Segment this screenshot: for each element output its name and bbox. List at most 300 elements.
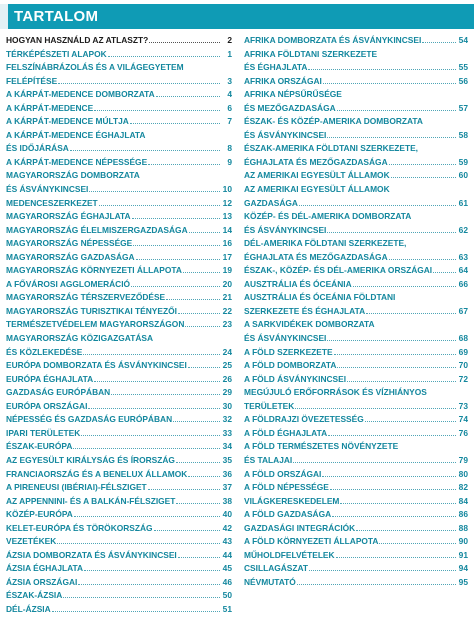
toc-entry[interactable] — [6, 224, 232, 238]
toc-entry[interactable] — [6, 400, 232, 414]
toc-leader-dots — [327, 225, 456, 233]
toc-entry[interactable] — [6, 251, 232, 265]
toc-entry-page: 29 — [222, 387, 232, 398]
toc-entry-title: GAZDASÁGA — [244, 197, 298, 208]
toc-leader-dots — [178, 306, 220, 314]
toc-entry[interactable] — [6, 102, 232, 116]
toc-leader-dots — [166, 292, 220, 300]
toc-entry-page: 8 — [227, 143, 232, 154]
toc-entry-page: 55 — [458, 62, 468, 73]
toc-entry-title: FELSZÍNÁBRÁZOLÁS ÉS A VILÁGEGYETEM — [6, 62, 184, 73]
toc-entry-page: 84 — [458, 495, 468, 506]
toc-entry[interactable] — [244, 318, 468, 332]
toc-entry-page: 13 — [222, 211, 232, 222]
toc-entry-page: 32 — [222, 414, 232, 425]
toc-entry[interactable] — [6, 603, 232, 617]
toc-entry-title: A FÖLD KÖRNYEZETI ÁLLAPOTA — [244, 536, 379, 547]
toc-entry-page: 4 — [227, 89, 232, 100]
toc-leader-dots — [336, 550, 456, 558]
toc-leader-dots — [89, 184, 220, 192]
toc-entry[interactable] — [6, 34, 232, 48]
toc-entry-title: MAGYARORSZÁG ÉGHAJLATA — [6, 211, 131, 222]
toc-entry-title: A SARKVIDÉKEK DOMBORZATA — [244, 319, 375, 330]
toc-entry-title: GAZDASÁGI INTEGRÁCIÓK — [244, 522, 356, 533]
toc-entry-title: ÉSZAK-, KÖZÉP- ÉS DÉL-AMERIKA ORSZÁGAI — [244, 265, 433, 276]
toc-entry-title: TERÜLETEK — [244, 400, 295, 411]
toc-entry-page: 88 — [458, 522, 468, 533]
toc-entry-page: 10 — [222, 184, 232, 195]
toc-leader-dots — [327, 130, 456, 138]
toc-leader-dots — [293, 455, 456, 463]
toc-entry-page: 57 — [458, 102, 468, 113]
toc-leader-dots — [295, 401, 456, 409]
toc-entry[interactable] — [6, 75, 232, 89]
toc-entry-title: GAZDASÁG EURÓPÁBAN — [6, 387, 111, 398]
toc-entry-page: 7 — [227, 116, 232, 127]
toc-entry[interactable] — [244, 224, 468, 238]
toc-entry-title: ÁZSIA DOMBORZATA ÉS ÁSVÁNYKINCSEI — [6, 549, 177, 560]
toc-entry-page: 6 — [227, 102, 232, 113]
toc-leader-dots — [130, 116, 220, 124]
toc-leader-dots — [154, 523, 220, 531]
toc-entry-title: ÉS ÁSVÁNYKINCSEI — [244, 129, 327, 140]
toc-entry-title: ÉS ÁSVÁNYKINCSEI — [244, 333, 327, 344]
toc-entry-page: 35 — [222, 454, 232, 465]
toc-leader-dots — [328, 428, 456, 436]
toc-entry-title: TERMÉSZETVÉDELEM MAGYARORSZÁGON — [6, 319, 185, 330]
toc-entry-page: 73 — [458, 400, 468, 411]
toc-entry-page: 37 — [222, 482, 232, 493]
toc-entry[interactable] — [6, 156, 232, 170]
toc-entry-page: 69 — [458, 346, 468, 357]
toc-entry-page: 26 — [222, 373, 232, 384]
toc-entry-title: DÉL-ÁZSIA — [6, 603, 51, 614]
toc-entry-title: A FŐVÁROSI AGGLOMERÁCIÓ — [6, 278, 131, 289]
toc-entry-page: 42 — [222, 522, 232, 533]
toc-entry-page: 74 — [458, 414, 468, 425]
toc-entry[interactable] — [6, 468, 232, 482]
toc-entry[interactable] — [6, 440, 232, 454]
toc-leader-dots — [94, 374, 220, 382]
toc-entry[interactable] — [6, 48, 232, 62]
toc-entry[interactable] — [6, 332, 232, 346]
toc-leader-dots — [422, 35, 456, 43]
toc-leader-dots — [83, 347, 220, 355]
toc-entry-page: 94 — [458, 563, 468, 574]
toc-entry[interactable] — [6, 386, 232, 400]
toc-entry-title: VEZETÉKEK — [6, 536, 57, 547]
toc-entry-title: AZ AMERIKAI EGYESÜLT ÁLLAMOK — [244, 170, 390, 181]
toc-entry[interactable] — [6, 264, 232, 278]
toc-leader-dots — [73, 441, 220, 449]
toc-entry-title: MAGYARORSZÁG GAZDASÁGA — [6, 251, 135, 262]
toc-entry-page: 80 — [458, 468, 468, 479]
toc-entry[interactable] — [244, 34, 468, 48]
toc-entry[interactable] — [244, 197, 468, 211]
toc-leader-dots — [309, 563, 456, 571]
toc-entry-page: 21 — [222, 292, 232, 303]
toc-entry[interactable] — [244, 61, 468, 75]
toc-entry-title: KELET-EURÓPA ÉS TÖRÖKORSZÁG — [6, 522, 153, 533]
toc-entry[interactable] — [244, 102, 468, 116]
toc-entry-title: MAGYARORSZÁG DOMBORZATA — [6, 170, 140, 181]
toc-entry-page: 64 — [458, 265, 468, 276]
toc-entry-title: ÉS IDŐJÁRÁSA — [6, 143, 69, 154]
toc-entry[interactable] — [6, 522, 232, 536]
toc-entry-page: 43 — [222, 536, 232, 547]
toc-entry-page: 51 — [222, 603, 232, 614]
toc-entry[interactable] — [244, 454, 468, 468]
toc-entry-page: 91 — [458, 549, 468, 560]
toc-entry[interactable] — [244, 535, 468, 549]
toc-entry[interactable] — [244, 427, 468, 441]
toc-entry[interactable] — [244, 413, 468, 427]
toc-entry[interactable] — [244, 129, 468, 143]
toc-entry-title: ÉS MEZŐGAZDASÁGA — [244, 102, 336, 113]
toc-leader-dots — [94, 103, 220, 111]
toc-entry-page: 3 — [227, 75, 232, 86]
toc-entry-page: 2 — [227, 35, 232, 45]
toc-entry-page: 70 — [458, 360, 468, 371]
toc-entry[interactable] — [6, 291, 232, 305]
toc-entry[interactable] — [6, 278, 232, 292]
toc-entry-title: A KÁRPÁT-MEDENCE DOMBORZATA — [6, 89, 155, 100]
toc-entry[interactable] — [6, 88, 232, 102]
toc-entry[interactable] — [6, 346, 232, 360]
toc-entry[interactable] — [244, 183, 468, 197]
toc-entry[interactable] — [6, 61, 232, 75]
toc-entry-title: MAGYARORSZÁG ÉLELMISZERGAZDASÁGA — [6, 224, 188, 235]
header-edge — [0, 4, 8, 29]
toc-entry-title: A FÖLD ORSZÁGAI — [244, 468, 322, 479]
toc-entry-title: A FÖLD GAZDASÁGA — [244, 509, 332, 520]
toc-leader-dots — [78, 577, 220, 585]
toc-entry-title: A KÁRPÁT-MEDENCE ÉGHAJLATA — [6, 129, 146, 140]
toc-entry-page: 79 — [458, 454, 468, 465]
toc-entry-title: ÁZSIA ÉGHAJLATA — [6, 563, 84, 574]
toc-leader-dots — [111, 387, 220, 395]
header — [0, 0, 474, 30]
toc-entry-title: ÉSZAK- ÉS KÖZÉP-AMERIKA DOMBORZATA — [244, 116, 423, 127]
toc-entry-title: AUSZTRÁLIA ÉS ÓCEÁNIA — [244, 278, 352, 289]
toc-entry-title: DÉL-AMERIKA FÖLDTANI SZERKEZETE, — [244, 238, 407, 249]
toc-entry[interactable] — [244, 278, 468, 292]
toc-leader-dots — [84, 563, 220, 571]
toc-leader-dots — [156, 89, 220, 97]
toc-entry[interactable] — [6, 576, 232, 590]
toc-entry[interactable] — [6, 169, 232, 183]
toc-leader-dots — [189, 225, 220, 233]
toc-leader-dots — [74, 509, 220, 517]
toc-entry-title: KÖZÉP- ÉS DÉL-AMERIKA DOMBORZATA — [244, 211, 412, 222]
toc-leader-dots — [337, 360, 456, 368]
toc-leader-dots — [353, 279, 456, 287]
toc-entry-page: 45 — [222, 563, 232, 574]
toc-entry-page: 40 — [222, 509, 232, 520]
toc-leader-dots — [148, 157, 220, 165]
toc-entry[interactable] — [6, 115, 232, 129]
toc-entry-page: 90 — [458, 536, 468, 547]
toc-entry-title: MEDENCESZERKEZET — [6, 197, 98, 208]
toc-entry[interactable] — [6, 495, 232, 509]
toc-entry-page: 36 — [222, 468, 232, 479]
toc-entry[interactable] — [6, 129, 232, 143]
toc-entry-title: EURÓPA ÉGHAJLATA — [6, 373, 94, 384]
toc-entry-page: 44 — [222, 549, 232, 560]
toc-entry-title: MAGYARORSZÁG KÖRNYEZETI ÁLLAPOTA — [6, 265, 182, 276]
toc-entry[interactable] — [6, 305, 232, 319]
toc-entry-page: 56 — [458, 75, 468, 86]
toc-entry-page: 22 — [222, 305, 232, 316]
toc-entry[interactable] — [6, 589, 232, 603]
toc-entry-title: AZ EGYESÜLT KIRÁLYSÁG ÉS ÍRORSZÁG — [6, 454, 175, 465]
toc-entry[interactable] — [6, 549, 232, 563]
toc-entry-title: AFRIKA NÉPSŰRŰSÉGE — [244, 89, 342, 100]
toc-entry-page: 54 — [458, 35, 468, 45]
toc-entry[interactable] — [244, 576, 468, 590]
toc-entry-title: ÉSZAK-AMERIKA FÖLDTANI SZERKEZETE, — [244, 143, 419, 154]
toc-entry-page: 1 — [227, 48, 232, 59]
toc-entry[interactable] — [6, 562, 232, 576]
toc-entry[interactable] — [244, 237, 468, 251]
toc-entry-title: MEGÚJULÓ ERŐFORRÁSOK ÉS VÍZHIÁNYOS — [244, 387, 427, 398]
toc-leader-dots — [337, 103, 456, 111]
toc-leader-dots — [323, 76, 456, 84]
toc-entry[interactable] — [6, 210, 232, 224]
toc-entry[interactable] — [6, 197, 232, 211]
toc-entry[interactable] — [6, 318, 232, 332]
toc-entry[interactable] — [244, 440, 468, 454]
toc-leader-dots — [379, 536, 456, 544]
toc-leader-dots — [136, 252, 220, 260]
toc-leader-dots — [433, 265, 456, 273]
toc-entry[interactable] — [244, 264, 468, 278]
toc-entry[interactable] — [244, 481, 468, 495]
toc-leader-dots — [88, 401, 220, 409]
toc-entry[interactable] — [6, 535, 232, 549]
toc-entry-page: 72 — [458, 373, 468, 384]
toc-entry[interactable] — [6, 413, 232, 427]
toc-entry[interactable] — [244, 305, 468, 319]
toc-entry-title: A PIRENEUSI (IBÉRIAI)-FÉLSZIGET — [6, 482, 147, 493]
toc-entry-page: 95 — [458, 576, 468, 587]
toc-leader-dots — [108, 49, 220, 57]
toc-leader-dots — [99, 198, 220, 206]
toc-entry-page: 24 — [222, 346, 232, 357]
toc-entry[interactable] — [244, 562, 468, 576]
toc-entry-title: AZ AMERIKAI EGYESÜLT ÁLLAMOK — [244, 184, 390, 195]
toc-entry-title: MŰHOLDFELVÉTELEK — [244, 549, 335, 560]
toc-entry-page: 66 — [458, 278, 468, 289]
toc-leader-dots — [176, 455, 220, 463]
toc-entry-title: A KÁRPÁT-MEDENCE MÚLTJA — [6, 116, 129, 127]
toc-entry-title: FRANCIAORSZÁG ÉS A BENELUX ÁLLAMOK — [6, 468, 188, 479]
toc-entry-title: EURÓPA ORSZÁGAI — [6, 400, 88, 411]
toc-entry-title: NÉPESSÉG ÉS GAZDASÁG EURÓPÁBAN — [6, 414, 173, 425]
toc-entry-page: 50 — [222, 590, 232, 601]
toc-entry-title: TÉRKÉPÉSZETI ALAPOK — [6, 48, 107, 59]
toc-entry[interactable] — [244, 210, 468, 224]
toc-entry-title: A FÖLD TERMÉSZETES NÖVÉNYZETE — [244, 441, 399, 452]
toc-entry[interactable] — [244, 373, 468, 387]
toc-leader-dots — [330, 482, 456, 490]
toc-leader-dots — [389, 252, 456, 260]
toc-entry-title: MAGYARORSZÁG TURISZTIKAI TÉNYEZŐI — [6, 305, 177, 316]
toc-entry[interactable] — [244, 48, 468, 62]
toc-entry-title: VILÁGKERESKEDELEM — [244, 495, 340, 506]
toc-entry[interactable] — [244, 400, 468, 414]
toc-leader-dots — [70, 143, 220, 151]
toc-entry-title: A KÁRPÁT-MEDENCE — [6, 102, 94, 113]
toc-entry-title: MAGYARORSZÁG TÉRSZERVEZŐDÉSE — [6, 292, 166, 303]
toc-entry-page: 19 — [222, 265, 232, 276]
toc-entry-page: 14 — [222, 224, 232, 235]
toc-entry[interactable] — [244, 75, 468, 89]
toc-entry[interactable] — [244, 386, 468, 400]
toc-entry-title: ÁZSIA ORSZÁGAI — [6, 576, 78, 587]
toc-entry-title: A FÖLD ÁSVÁNYKINCSEI — [244, 373, 347, 384]
toc-leader-dots — [81, 428, 220, 436]
toc-leader-dots — [366, 306, 456, 314]
toc-leader-dots — [149, 35, 220, 43]
toc-entry-title: AFRIKA ORSZÁGAI — [244, 75, 322, 86]
toc-entry-title: AFRIKA FÖLDTANI SZERKEZETE — [244, 48, 378, 59]
toc-entry[interactable] — [244, 495, 468, 509]
toc-leader-dots — [188, 360, 220, 368]
toc-entry[interactable] — [6, 237, 232, 251]
toc-entry-title: SZERKEZETE ÉS ÉGHAJLATA — [244, 305, 366, 316]
toc-leader-dots — [347, 374, 456, 382]
toc-entry-title: ÉSZAK-EURÓPA — [6, 441, 73, 452]
toc-entry-title: IPARI TERÜLETEK — [6, 427, 81, 438]
toc-entry-page: 30 — [222, 400, 232, 411]
toc-leader-dots — [148, 482, 220, 490]
toc-leader-dots — [334, 347, 456, 355]
toc-leader-dots — [356, 523, 456, 531]
toc-entry-page: 12 — [222, 197, 232, 208]
toc-entry-page: 25 — [222, 360, 232, 371]
toc-entry-title: AZ APPENNINI- ÉS A BALKÁN-FÉLSZIGET — [6, 495, 176, 506]
toc-entry-title: ÉGHAJLATA ÉS MEZŐGAZDASÁGA — [244, 156, 388, 167]
toc-entry-page: 59 — [458, 156, 468, 167]
toc-entry-title: A FÖLD DOMBORZATA — [244, 360, 337, 371]
toc-entry[interactable] — [244, 549, 468, 563]
toc-entry-page: 33 — [222, 427, 232, 438]
toc-entry-page: 61 — [458, 197, 468, 208]
toc-leader-dots — [133, 238, 220, 246]
toc-entry-title: ÉS ÁSVÁNYKINCSEI — [6, 184, 89, 195]
toc-entry[interactable] — [6, 508, 232, 522]
toc-entry[interactable] — [244, 88, 468, 102]
toc-entry[interactable] — [244, 332, 468, 346]
toc-entry[interactable] — [244, 522, 468, 536]
toc-entry[interactable] — [6, 454, 232, 468]
toc-entry-title: MAGYARORSZÁG NÉPESSÉGE — [6, 238, 133, 249]
toc-entry[interactable] — [244, 115, 468, 129]
toc-entry[interactable] — [6, 481, 232, 495]
toc-entry-title: A FÖLDRAJZI ÖVEZETESSÉG — [244, 414, 364, 425]
toc-leader-dots — [188, 469, 220, 477]
toc-entry-title: AFRIKA DOMBORZATA ÉS ÁSVÁNYKINCSEI — [244, 35, 422, 45]
toc-entry[interactable] — [6, 183, 232, 197]
toc-leader-dots — [176, 496, 220, 504]
toc-leader-dots — [173, 414, 220, 422]
toc-entry-title: A FÖLD SZERKEZETE — [244, 346, 333, 357]
toc-entry[interactable] — [244, 508, 468, 522]
toc-entry-title: CSILLAGÁSZAT — [244, 563, 309, 574]
toc-leader-dots — [322, 469, 456, 477]
toc-entry-title: ÉGHAJLATA ÉS MEZŐGAZDASÁGA — [244, 251, 388, 262]
toc-entry-title: KÖZÉP-EURÓPA — [6, 509, 73, 520]
toc-entry[interactable] — [244, 346, 468, 360]
toc-entry-title: ÉSZAK-ÁZSIA — [6, 590, 63, 601]
toc-entry-title: NÉVMUTATÓ — [244, 576, 296, 587]
page-title: TARTALOM — [14, 8, 99, 25]
toc-leader-dots — [178, 550, 220, 558]
toc-entry-title: MAGYARORSZÁG KÖZIGAZGATÁSA — [6, 333, 154, 344]
toc-entry[interactable] — [244, 251, 468, 265]
toc-entry-title: AUSZTRÁLIA ÉS ÓCEÁNIA FÖLDTANI — [244, 292, 396, 303]
toc-entry-page: 58 — [458, 129, 468, 140]
toc-leader-dots — [389, 157, 456, 165]
toc-entry[interactable] — [244, 291, 468, 305]
toc-entry-title: ÉS ÁSVÁNYKINCSEI — [244, 224, 327, 235]
toc-entry-title: ÉS KÖZLEKEDÉSE — [6, 346, 83, 357]
toc-entry[interactable] — [244, 169, 468, 183]
toc-entry-page: 23 — [222, 319, 232, 330]
toc-entry-page: 38 — [222, 495, 232, 506]
toc-entry-title: ÉS TALAJAI — [244, 454, 293, 465]
toc-entry-page: 86 — [458, 509, 468, 520]
toc-entry-page: 20 — [222, 278, 232, 289]
toc-leader-dots — [332, 509, 456, 517]
toc-entry[interactable] — [6, 427, 232, 441]
toc-entry-page: 62 — [458, 224, 468, 235]
toc-leader-dots — [365, 414, 456, 422]
toc-leader-dots — [299, 198, 456, 206]
toc-leader-dots — [183, 265, 220, 273]
toc-leader-dots — [327, 333, 456, 341]
toc-leader-dots — [308, 62, 456, 70]
toc-leader-dots — [297, 577, 456, 585]
toc-column-right — [244, 34, 468, 589]
toc-column-left — [6, 34, 232, 617]
toc-entry-page: 60 — [458, 170, 468, 181]
toc-entry-page: 16 — [222, 238, 232, 249]
toc-entry-page: 46 — [222, 576, 232, 587]
toc-leader-dots — [185, 319, 220, 327]
toc-leader-dots — [391, 170, 456, 178]
toc-entry-title: FELÉPÍTÉSE — [6, 75, 58, 86]
toc-entry[interactable] — [244, 468, 468, 482]
toc-entry-title: HOGYAN HASZNÁLD AZ ATLASZT? — [6, 35, 149, 45]
toc-entry[interactable] — [6, 142, 232, 156]
toc-entry-page: 76 — [458, 427, 468, 438]
toc-entry[interactable] — [244, 142, 468, 156]
toc-leader-dots — [58, 76, 220, 84]
toc-entry[interactable] — [6, 373, 232, 387]
toc-leader-dots — [52, 604, 220, 612]
toc-entry-title: A KÁRPÁT-MEDENCE NÉPESSÉGE — [6, 156, 148, 167]
toc-entry-title: A FÖLD NÉPESSÉGE — [244, 482, 329, 493]
toc-entry[interactable] — [6, 359, 232, 373]
toc-entry-page: 34 — [222, 441, 232, 452]
toc-entry[interactable] — [244, 156, 468, 170]
toc-entry-title: A FÖLD ÉGHAJLATA — [244, 427, 328, 438]
toc-entry[interactable] — [244, 359, 468, 373]
toc-leader-dots — [132, 211, 220, 219]
toc-entry-page: 68 — [458, 333, 468, 344]
